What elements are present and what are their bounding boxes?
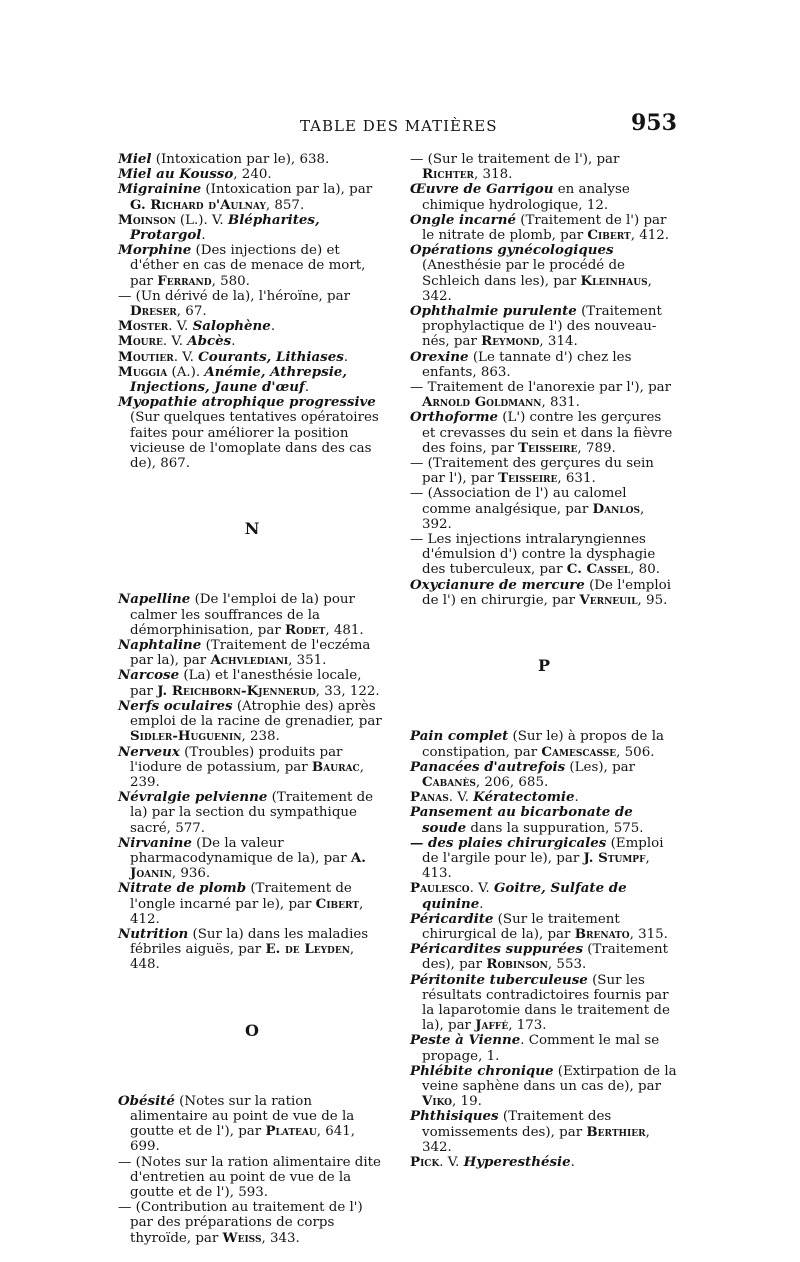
running-title: TABLE DES MATIÈRES xyxy=(300,117,498,135)
index-entry xyxy=(118,1200,386,1246)
index-entry xyxy=(410,729,678,759)
entry-term: Nutrition xyxy=(118,925,189,942)
index-entry xyxy=(410,304,678,350)
entry-text: (Les), par xyxy=(565,759,636,775)
entry-author: Panas xyxy=(410,789,449,806)
entry-term: Pain complet xyxy=(410,728,509,745)
entry-text: (Le tannate d') chez les enfants, 863. xyxy=(422,349,632,380)
entry-term: Miel xyxy=(118,151,152,167)
entry-pages: , 318. xyxy=(474,167,513,183)
entry-reference: Salophène xyxy=(192,318,271,335)
entry-pages: , 80. xyxy=(630,562,660,578)
entry-text: (Sur quelques tentatives opératoires faites pour améliorer la position vicieuse de l'omoplate dans des cas de), 867. xyxy=(130,410,379,472)
entry-author: Jaffé xyxy=(475,1017,509,1034)
right-column xyxy=(410,152,678,1170)
index-entry xyxy=(410,213,678,243)
entry-text: — Traitement de l'anorexie par l'), par xyxy=(410,380,672,396)
index-entry xyxy=(118,213,386,243)
entry-pages: , 95. xyxy=(637,592,668,608)
entry-author: Moure xyxy=(118,333,163,350)
entry-term: Napelline xyxy=(118,591,191,608)
index-entry xyxy=(118,243,386,289)
entry-author: Baurac xyxy=(311,758,360,775)
entry-term: Péricardites suppurées xyxy=(410,941,583,958)
entry-text: (De l'emploi de la) pour calmer les souffrances de la démorphinisation, par xyxy=(130,592,355,638)
index-entry xyxy=(118,365,386,395)
entry-author: Paulesco xyxy=(410,880,470,897)
entry-author: Moster xyxy=(118,318,169,335)
index-entry xyxy=(118,152,386,167)
index-entry xyxy=(118,334,386,349)
entry-text: . Comment le mal se propage, 1. xyxy=(422,1033,660,1064)
entry-term: Morphine xyxy=(118,242,192,259)
entry-reference: Hyperesthésie xyxy=(463,1153,571,1170)
index-entry xyxy=(410,578,678,608)
entry-term: Narcose xyxy=(118,667,180,684)
entry-term: Pansement au bicarbonate de soude xyxy=(410,804,633,836)
page-number: 953 xyxy=(631,110,677,136)
entry-term: Naphtaline xyxy=(118,637,202,654)
entry-pages: . xyxy=(270,319,276,335)
index-entry xyxy=(410,486,678,532)
entry-text: — (Un dérivé de la), l'héroïne, par xyxy=(118,288,350,304)
entry-pages: , 506. xyxy=(616,744,655,760)
entry-pages: . xyxy=(231,334,236,350)
entry-pages: , 342. xyxy=(422,273,652,304)
index-entry xyxy=(410,1033,678,1063)
entry-pages: . xyxy=(574,790,579,806)
index-entry xyxy=(118,668,386,698)
entry-pages: , 580. xyxy=(211,273,250,289)
entry-term: Péricardite xyxy=(410,910,494,927)
index-entry xyxy=(410,790,678,805)
entry-text: (Traitement de l') par le nitrate de plomb, par xyxy=(422,212,667,244)
index-entry xyxy=(410,1155,678,1170)
entry-author: Camescasse xyxy=(541,743,617,760)
index-entry xyxy=(118,319,386,334)
entry-text: (Traitement des vomissements des), par xyxy=(422,1109,612,1140)
section-letter: P xyxy=(537,656,551,676)
entry-text: . V. xyxy=(162,334,188,350)
index-entry xyxy=(118,350,386,365)
entry-text: . V. xyxy=(469,881,494,897)
entry-term: Orthoforme xyxy=(410,409,499,426)
entry-text: (De la valeur pharmacodynamique de la), par xyxy=(130,835,351,866)
entry-pages: , 831. xyxy=(541,395,580,411)
entry-term: Nitrate de plomb xyxy=(118,880,247,897)
entry-term: — des plaies chirurgicales xyxy=(410,834,607,851)
index-entry xyxy=(410,1064,678,1110)
entry-pages: , 315. xyxy=(629,926,668,942)
entry-pages: . xyxy=(479,896,484,912)
index-entry xyxy=(410,532,678,578)
entry-text: — (Traitement des gerçures du sein par l'), par xyxy=(410,456,654,487)
entry-author: Danlos xyxy=(592,500,641,517)
index-entry xyxy=(410,942,678,972)
entry-text: . V. xyxy=(439,1154,464,1170)
entry-text: , 240. xyxy=(233,167,272,183)
entry-author: Brenato xyxy=(574,925,630,942)
index-entry xyxy=(410,881,678,911)
index-entry xyxy=(118,289,386,319)
entry-term: Péritonite tuberculeuse xyxy=(410,971,588,988)
entry-pages: , 553. xyxy=(547,957,587,973)
index-entry xyxy=(118,790,386,836)
entry-pages: , 238. xyxy=(241,729,280,745)
entry-pages: , 481. xyxy=(325,622,364,638)
entry-text: (A.). xyxy=(167,364,205,380)
entry-author: Weiss xyxy=(222,1229,262,1246)
index-entry xyxy=(118,592,386,638)
index-entry xyxy=(410,1109,678,1155)
entry-term: Opérations gynécologiques xyxy=(410,242,614,259)
entry-term: Nerveux xyxy=(118,743,180,760)
entry-term: Panacées d'autrefois xyxy=(410,758,566,775)
entry-author: Richter xyxy=(422,166,475,183)
entry-text: (Emploi de l'argile pour le), par xyxy=(422,835,664,866)
entry-text: (Intoxication par le), 638. xyxy=(151,152,330,167)
entry-term: Myopathie atrophique progressive xyxy=(118,394,376,411)
index-entry xyxy=(410,243,678,304)
entry-text: (Des injections de) et d'éther en cas de menace de mort, par xyxy=(130,243,366,289)
entry-reference: Blépharites, Protargol xyxy=(130,211,320,244)
entry-pages: , 19. xyxy=(452,1094,482,1110)
entry-text: (Sur le) à propos de la constipation, par xyxy=(422,729,664,760)
section-letter: N xyxy=(244,519,260,539)
index-entry xyxy=(118,395,386,471)
entry-pages: , 412. xyxy=(630,228,670,244)
entry-text: . V. xyxy=(168,319,193,335)
section-letter: O xyxy=(245,1020,259,1040)
index-entry xyxy=(118,927,386,973)
entry-pages: . xyxy=(304,380,309,396)
entry-text: en analyse chimique hydrologique, 12. xyxy=(422,182,630,213)
entry-author: A. Joanin xyxy=(130,849,366,882)
index-entry xyxy=(410,760,678,790)
entry-text: dans la suppuration, 575. xyxy=(466,820,644,836)
index-entry xyxy=(410,350,678,380)
entry-author: Ferrand xyxy=(157,272,212,289)
entry-pages: , 206, 685. xyxy=(475,774,549,790)
entry-text: (De l'emploi de l') en chirurgie, par xyxy=(422,577,671,608)
index-entry xyxy=(410,456,678,486)
entry-author: Moutier xyxy=(118,348,174,365)
entry-author: Rodet xyxy=(284,621,326,638)
entry-text: (Traitement de l'eczéma par la), par xyxy=(130,638,371,669)
entry-pages: , 631. xyxy=(557,471,596,487)
entry-author: G. Richard d'Aulnay xyxy=(130,196,266,213)
index-entry xyxy=(118,699,386,745)
entry-author: Pick xyxy=(410,1153,440,1170)
entry-text: (Sur le traitement chirurgical de la), par xyxy=(422,911,620,942)
entry-author: Teisseire xyxy=(518,439,578,456)
entry-author: E. de Leyden xyxy=(265,941,350,958)
entry-author: Viko xyxy=(422,1093,453,1110)
entry-author: J. Reichborn-Kjennerud xyxy=(157,682,316,699)
entry-author: Sidler-Huguenin xyxy=(130,728,242,745)
entry-pages: , 413. xyxy=(422,850,650,882)
index-entry xyxy=(118,745,386,791)
entry-pages: , 343. xyxy=(261,1230,300,1246)
entry-reference: Abcès xyxy=(187,333,232,350)
entry-author: Robinson xyxy=(486,956,548,973)
entry-text: (Intoxication par la), par xyxy=(201,182,373,198)
index-entry xyxy=(410,836,678,882)
entry-pages: , 67. xyxy=(176,304,207,320)
entry-author: Reymond xyxy=(481,333,540,350)
entry-text: — Les injections intralaryngiennes d'émulsion d') contre la dysphagie des tuberculeux, par xyxy=(410,532,656,578)
entry-pages: , 392. xyxy=(422,501,645,532)
entry-text: (Traitement de l'ongle incarné par le), par xyxy=(130,881,352,912)
entry-author: Cibert xyxy=(315,895,360,912)
entry-text: — (Notes sur la ration alimentaire dite d'entretien au point de vue de la goutte et de l'), 593. xyxy=(118,1154,381,1200)
entry-author: Cibert xyxy=(587,227,631,244)
entry-term: Nirvanine xyxy=(118,834,192,851)
entry-pages: , 641, 699. xyxy=(130,1124,356,1155)
index-entry xyxy=(118,881,386,927)
index-entry xyxy=(118,182,386,212)
entry-pages: , 412. xyxy=(130,896,364,927)
entry-author: Verneuil xyxy=(579,591,638,608)
entry-term: Oxycianure de mercure xyxy=(410,576,585,593)
entry-author: Moinson xyxy=(118,211,176,228)
index-entry xyxy=(118,167,386,182)
entry-pages: , 936. xyxy=(171,866,211,882)
entry-text: — (Association de l') au calomel comme analgésique, par xyxy=(410,486,627,517)
entry-author: J. Stumpf xyxy=(583,849,646,866)
index-entry xyxy=(410,805,678,835)
entry-text: (Anesthésie par le procédé de Schleich dans les), par xyxy=(422,258,625,289)
entry-term: Migrainine xyxy=(118,181,202,198)
entry-text: (Sur les résultats contradictoires fournis par la laparotomie dans le traitement de la), par xyxy=(422,972,670,1034)
entry-text: (Traitement prophylactique de l') des nouveau-nés, par xyxy=(422,304,662,350)
entry-author: C. Cassel xyxy=(566,561,631,578)
entry-author: Cabanès xyxy=(422,773,476,790)
index-entry xyxy=(410,152,678,182)
entry-term: Phlébite chronique xyxy=(410,1062,554,1079)
entry-term: Ophthalmie purulente xyxy=(410,303,577,320)
entry-author: Dreser xyxy=(130,303,177,320)
entry-author: Plateau xyxy=(265,1123,317,1140)
entry-reference: Goitre, Sulfate de quinine xyxy=(422,880,627,912)
entry-term: Orexine xyxy=(410,348,469,365)
entry-text: — (Sur le traitement de l'), par xyxy=(410,152,620,167)
entry-author: Achvlediani xyxy=(210,652,289,669)
left-column xyxy=(118,152,386,1246)
entry-pages: , 789. xyxy=(577,440,616,456)
entry-author: Kleinhaus xyxy=(580,272,648,289)
entry-text: . V. xyxy=(448,790,474,806)
entry-term: Ongle incarné xyxy=(410,211,516,228)
index-entry xyxy=(118,1094,386,1155)
entry-term: Nerfs oculaires xyxy=(118,697,233,714)
entry-pages: . xyxy=(343,349,349,365)
entry-pages: , 448. xyxy=(130,942,355,973)
entry-text: . V. xyxy=(173,349,199,365)
entry-reference: Anémie, Athrepsie, Injections, Jaune d'œuf xyxy=(130,363,347,396)
entry-text: (Traitement des), par xyxy=(422,942,668,973)
index-entry xyxy=(118,1155,386,1201)
entry-text: (Extirpation de la veine saphène dans un cas de), par xyxy=(422,1063,677,1094)
entry-author: Muggia xyxy=(118,363,168,380)
entry-term: Œuvre de Garrigou xyxy=(410,181,554,198)
entry-text: (Troubles) produits par l'iodure de potassium, par xyxy=(130,744,343,775)
entry-text: (Traitement de la) par la section du sympathique sacré, 577. xyxy=(130,790,374,836)
index-entry xyxy=(118,638,386,668)
entry-text: — (Contribution au traitement de l') par des préparations de corps thyroïde, par xyxy=(118,1200,363,1246)
entry-pages: , 351. xyxy=(288,653,327,669)
entry-reference: Kératectomie xyxy=(473,789,575,806)
index-entry xyxy=(410,182,678,212)
entry-pages: , 857. xyxy=(265,197,305,213)
entry-pages: , 239. xyxy=(130,759,364,790)
entry-pages: . xyxy=(201,228,206,244)
entry-pages: , 314. xyxy=(539,334,578,350)
entry-text: (L') contre les gerçures et crevasses du sein et dans la fièvre des foins, par xyxy=(422,410,673,456)
entry-term: Névralgie pelvienne xyxy=(118,789,268,806)
entry-author: Berthier xyxy=(586,1123,646,1140)
entry-pages: , 33, 122. xyxy=(315,683,380,699)
entry-reference: Courants, Lithiases xyxy=(198,348,344,365)
entry-term: Miel au Kousso xyxy=(118,166,234,183)
entry-text: (Sur la) dans les maladies fébriles aiguës, par xyxy=(130,926,369,958)
index-entry xyxy=(410,380,678,410)
index-entry xyxy=(410,410,678,456)
entry-term: Peste à Vienne xyxy=(410,1032,521,1049)
entry-text: (La) et l'anesthésie locale, par xyxy=(130,668,362,699)
entry-pages: , 173. xyxy=(508,1018,547,1034)
index-entry xyxy=(410,973,678,1034)
entry-text: (L.). V. xyxy=(175,212,228,228)
entry-author: Teisseire xyxy=(498,470,558,487)
entry-pages: . xyxy=(570,1154,575,1170)
entry-author: Arnold Goldmann xyxy=(422,394,542,411)
entry-term: Obésité xyxy=(118,1092,175,1109)
index-entry xyxy=(118,836,386,882)
entry-pages: , 342. xyxy=(422,1124,650,1155)
index-entry xyxy=(410,912,678,942)
entry-text: (Atrophie des) après emploi de la racine de grenadier, par xyxy=(130,698,382,730)
entry-term: Phthisiques xyxy=(410,1108,499,1125)
entry-text: (Notes sur la ration alimentaire au point de vue de la goutte et de l'), par xyxy=(130,1093,355,1140)
